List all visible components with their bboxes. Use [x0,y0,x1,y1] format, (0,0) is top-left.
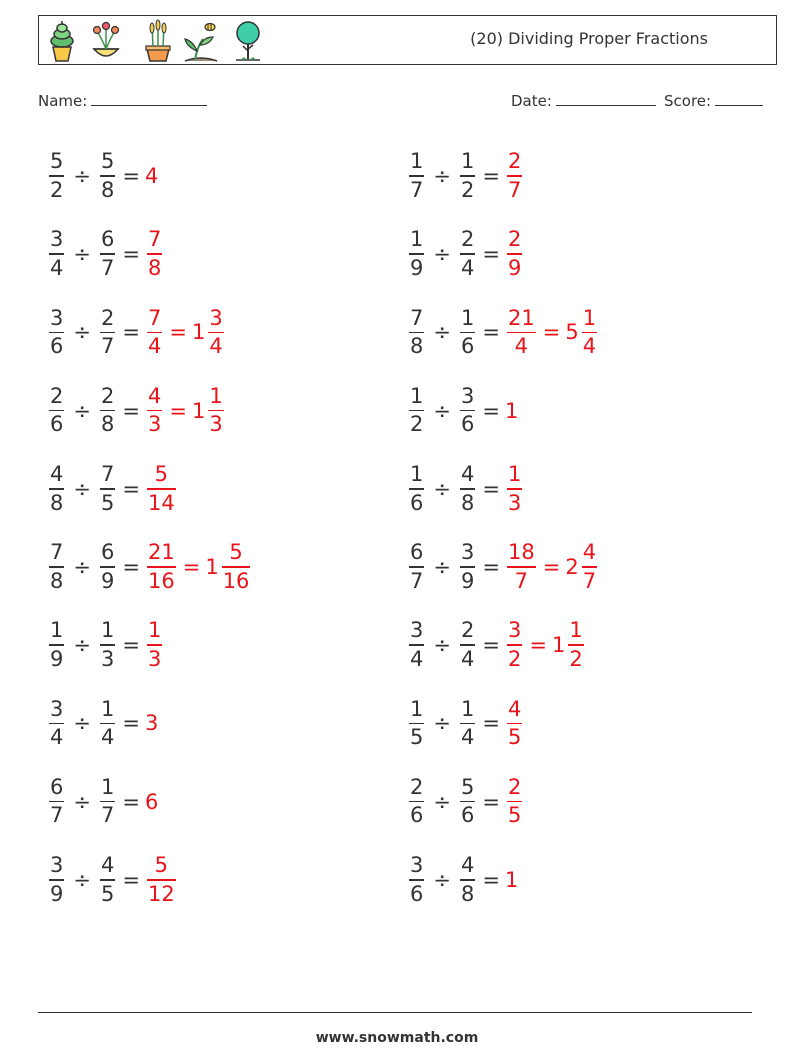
numerator: 3 [460,540,475,565]
denominator: 7 [514,568,529,593]
mixed-fraction [222,542,251,592]
problem-right-9 [407,766,524,838]
denominator: 4 [460,255,475,280]
answer-fraction [147,620,162,670]
problem-left-5 [47,453,178,525]
answer-fraction [147,229,162,279]
denominator: 8 [100,177,115,202]
denominator: 2 [460,177,475,202]
equals-sign: = [122,476,140,501]
equals-sign: = [482,711,500,736]
numerator: 4 [460,853,475,878]
denominator: 7 [100,334,115,359]
name-blank[interactable] [91,91,207,106]
problem-right-8 [407,687,524,759]
answer-equals-sign: = [182,555,201,579]
numerator: 3 [50,696,64,721]
denominator: 2 [410,412,424,437]
divide-sign: ÷ [73,242,91,267]
answer-fraction [147,542,176,592]
answer-mixed-number [205,542,252,592]
denominator: 6 [460,334,475,359]
dividend-fraction [409,229,424,279]
answer-mixed-number [191,383,226,437]
divisor-fraction [460,696,475,750]
numerator: 5 [229,540,243,565]
divisor-fraction [100,305,115,359]
mixed-whole: 1 [191,398,206,423]
denominator: 3 [209,412,223,437]
numerator: 2 [507,227,522,252]
dividend-fraction [49,542,64,592]
mixed-fraction [208,305,223,359]
dividend-fraction [49,305,64,359]
answer-equals-sign: = [169,320,187,345]
numerator: 1 [100,618,115,643]
denominator: 4 [410,646,424,671]
numerator: 4 [147,383,162,408]
numerator: 2 [460,227,475,252]
dividend-fraction [49,151,64,201]
hanging-flowers-icon [89,19,123,63]
answer-value: 6 [144,789,159,814]
equals-sign: = [122,633,140,658]
dividend-fraction [49,696,64,750]
numerator: 2 [100,383,115,408]
equals-sign: = [482,398,500,423]
seedling-bee-icon [181,19,221,63]
denominator: 7 [507,177,522,202]
dividend-fraction [409,542,424,592]
numerator: 7 [410,305,424,330]
denominator: 8 [460,490,475,515]
divisor-fraction [100,542,115,592]
numerator: 6 [100,227,115,252]
divide-sign: ÷ [433,633,451,658]
equals-sign: = [122,320,140,345]
round-tree-icon [231,19,265,63]
numerator: 21 [507,305,535,330]
numerator: 1 [410,696,424,721]
denominator: 6 [410,881,424,906]
denominator: 8 [50,568,64,593]
numerator: 7 [147,305,162,330]
divisor-fraction [460,855,475,905]
denominator: 5 [100,490,115,515]
divisor-fraction [460,151,475,201]
denominator: 6 [460,412,475,437]
answer-fraction [507,620,522,670]
problem-right-6 [407,531,599,603]
divide-sign: ÷ [433,711,451,736]
denominator: 6 [410,490,424,515]
equals-sign: = [482,555,500,579]
divide-sign: ÷ [73,789,91,814]
numerator: 2 [460,618,475,643]
dividend-fraction [409,305,424,359]
name-label: Name: [38,92,88,110]
mixed-whole: 1 [191,320,206,345]
mixed-fraction [582,305,597,359]
equals-sign: = [122,242,140,267]
denominator: 8 [100,412,115,437]
numerator: 1 [460,696,475,721]
denominator: 4 [460,725,475,750]
equals-sign: = [482,789,500,814]
score-field [664,91,763,110]
numerator: 6 [410,540,424,565]
answer-value: 4 [144,164,159,188]
dividend-fraction [49,855,64,905]
denominator: 16 [222,568,250,593]
divide-sign: ÷ [433,789,451,814]
divide-sign: ÷ [433,164,451,188]
numerator: 1 [100,696,115,721]
denominator: 16 [147,568,175,593]
mixed-whole: 1 [551,633,566,658]
denominator: 6 [50,412,64,437]
equals-sign: = [122,867,140,892]
problem-left-6 [47,531,252,603]
divide-sign: ÷ [433,476,451,501]
worksheet-header [38,15,777,65]
divisor-fraction [100,620,115,670]
mixed-whole: 1 [205,555,219,579]
denominator: 3 [100,646,115,671]
denominator: 9 [50,881,64,906]
numerator: 1 [582,305,597,330]
numerator: 3 [460,383,475,408]
problem-left-8 [47,687,158,759]
dividend-fraction [409,620,424,670]
answer-mixed-number [565,305,599,359]
problem-right-4 [407,375,518,447]
numerator: 4 [460,462,475,487]
answer-equals-sign: = [542,320,561,345]
denominator: 6 [410,803,424,828]
numerator: 7 [147,227,162,252]
mixed-fraction [568,620,583,670]
denominator: 4 [582,334,597,359]
answer-fraction [507,464,522,514]
numerator: 4 [582,540,597,565]
problem-right-10 [407,844,518,916]
denominator: 9 [50,646,64,671]
numerator: 2 [100,305,115,330]
numerator: 5 [154,853,169,878]
equals-sign: = [122,711,140,736]
divide-sign: ÷ [73,398,91,423]
numerator: 3 [410,853,424,878]
denominator: 4 [514,334,529,359]
answer-equals-sign: = [542,555,561,579]
denominator: 9 [460,568,475,593]
dividend-fraction [409,383,424,437]
divide-sign: ÷ [73,633,91,658]
denominator: 2 [507,646,522,671]
answer-fraction [147,464,176,514]
mixed-whole: 5 [565,320,579,345]
problem-left-1 [47,140,158,212]
divide-sign: ÷ [433,398,451,423]
denominator: 7 [100,255,115,280]
numerator: 1 [410,383,424,408]
answer-mixed-number [565,542,599,592]
denominator: 7 [410,177,424,202]
problem-left-7 [47,609,164,681]
answer-equals-sign: = [169,398,187,423]
denominator: 6 [460,803,475,828]
numerator: 7 [50,540,64,565]
numerator: 18 [507,540,535,565]
denominator: 9 [410,255,424,280]
date-blank[interactable] [556,91,656,106]
numerator: 1 [209,383,223,408]
date-field [511,91,656,110]
dividend-fraction [409,774,424,828]
numerator: 3 [410,618,424,643]
divisor-fraction [460,774,475,828]
divisor-fraction [100,151,115,201]
denominator: 4 [460,646,475,671]
denominator: 8 [147,255,162,280]
dividend-fraction [409,464,424,514]
numerator: 3 [50,305,64,330]
dividend-fraction [409,855,424,905]
divisor-fraction [100,229,115,279]
footer-divider [38,1012,752,1013]
mixed-whole: 2 [565,555,579,579]
denominator: 7 [100,803,115,828]
equals-sign: = [482,164,500,188]
date-label: Date: [511,92,552,110]
numerator: 3 [50,227,64,252]
numerator: 6 [100,540,115,565]
problem-left-3 [47,296,226,368]
denominator: 14 [147,490,175,515]
problem-left-9 [47,766,158,838]
denominator: 3 [147,412,162,437]
denominator: 8 [460,881,475,906]
denominator: 5 [410,725,424,750]
divisor-fraction [460,305,475,359]
dividend-fraction [409,151,424,201]
worksheet-title: (20) Dividing Proper Fractions [470,29,708,48]
answer-mixed-number [552,620,586,670]
denominator: 2 [50,177,64,202]
dividend-fraction [409,696,424,750]
equals-sign: = [122,789,140,814]
numerator: 5 [460,774,475,799]
problem-right-1 [407,140,524,212]
denominator: 9 [507,255,522,280]
problem-left-2 [47,218,164,290]
divide-sign: ÷ [73,711,91,736]
divisor-fraction [460,620,475,670]
numerator: 1 [410,462,424,487]
numerator: 1 [50,618,64,643]
numerator: 5 [154,462,169,487]
problem-left-4 [47,375,226,447]
denominator: 8 [50,490,64,515]
divisor-fraction [100,855,115,905]
divide-sign: ÷ [433,242,451,267]
divide-sign: ÷ [73,320,91,345]
equals-sign: = [482,476,500,501]
divisor-fraction [100,383,115,437]
numerator: 1 [147,618,162,643]
answer-fraction [507,696,522,750]
denominator: 5 [100,881,115,906]
denominator: 3 [147,646,162,671]
mixed-fraction [208,383,223,437]
numerator: 5 [50,149,64,174]
divisor-fraction [460,383,475,437]
denominator: 8 [410,334,424,359]
numerator: 4 [50,462,64,487]
answer-fraction [507,305,536,359]
answer-fraction [507,151,522,201]
problem-right-5 [407,453,524,525]
potted-wheat-icon [141,19,175,63]
problem-right-7 [407,609,586,681]
problem-right-3 [407,296,599,368]
denominator: 7 [582,568,597,593]
numerator: 2 [507,149,522,174]
divisor-fraction [100,696,115,750]
dividend-fraction [49,620,64,670]
denominator: 4 [50,725,64,750]
numerator: 21 [147,540,175,565]
name-field [38,91,207,110]
numerator: 3 [209,305,223,330]
numerator: 6 [50,774,64,799]
divisor-fraction [100,464,115,514]
dividend-fraction [49,383,64,437]
denominator: 5 [507,803,522,828]
numerator: 2 [507,774,522,799]
numerator: 4 [100,853,115,878]
divisor-fraction [460,464,475,514]
numerator: 1 [507,462,522,487]
numerator: 1 [410,227,424,252]
numerator: 7 [100,462,115,487]
denominator: 3 [507,490,522,515]
answer-equals-sign: = [529,633,547,658]
numerator: 2 [410,774,424,799]
divide-sign: ÷ [73,476,91,501]
dividend-fraction [49,464,64,514]
divisor-fraction [100,774,115,828]
answer-fraction [507,774,522,828]
denominator: 7 [50,803,64,828]
divide-sign: ÷ [433,555,451,579]
divisor-fraction [460,542,475,592]
numerator: 3 [507,618,522,643]
denominator: 4 [147,334,162,359]
denominator: 12 [147,881,175,906]
answer-fraction [147,855,176,905]
equals-sign: = [482,242,500,267]
answer-value: 1 [504,867,519,892]
denominator: 4 [100,725,115,750]
equals-sign: = [482,867,500,892]
divisor-fraction [460,229,475,279]
answer-fraction [147,383,162,437]
numerator: 5 [100,149,115,174]
numerator: 1 [100,774,115,799]
numerator: 1 [460,149,475,174]
denominator: 2 [569,646,583,671]
numerator: 1 [410,149,424,174]
divide-sign: ÷ [73,555,91,579]
dividend-fraction [49,774,64,828]
numerator: 4 [507,696,522,721]
denominator: 6 [50,334,64,359]
potted-succulent-icon [45,19,79,63]
answer-mixed-number [191,305,226,359]
answer-fraction [147,305,162,359]
numerator: 2 [50,383,64,408]
denominator: 5 [507,725,522,750]
answer-value: 3 [144,711,159,736]
answer-value: 1 [504,398,519,423]
equals-sign: = [122,164,140,188]
score-label: Score: [664,92,712,110]
equals-sign: = [122,555,140,579]
divide-sign: ÷ [433,320,451,345]
numerator: 1 [569,618,583,643]
answer-fraction [507,229,522,279]
mixed-fraction [582,542,597,592]
equals-sign: = [122,398,140,423]
equals-sign: = [482,320,500,345]
score-blank[interactable] [715,91,763,106]
denominator: 4 [50,255,64,280]
equals-sign: = [482,633,500,658]
problem-left-10 [47,844,178,916]
denominator: 9 [100,568,115,593]
footer-url[interactable]: www.snowmath.com [315,1030,479,1046]
denominator: 7 [410,568,424,593]
answer-fraction [507,542,536,592]
divide-sign: ÷ [433,867,451,892]
numerator: 3 [50,853,64,878]
dividend-fraction [49,229,64,279]
divide-sign: ÷ [73,867,91,892]
problem-right-2 [407,218,524,290]
denominator: 4 [209,334,223,359]
numerator: 1 [460,305,475,330]
divide-sign: ÷ [73,164,91,188]
